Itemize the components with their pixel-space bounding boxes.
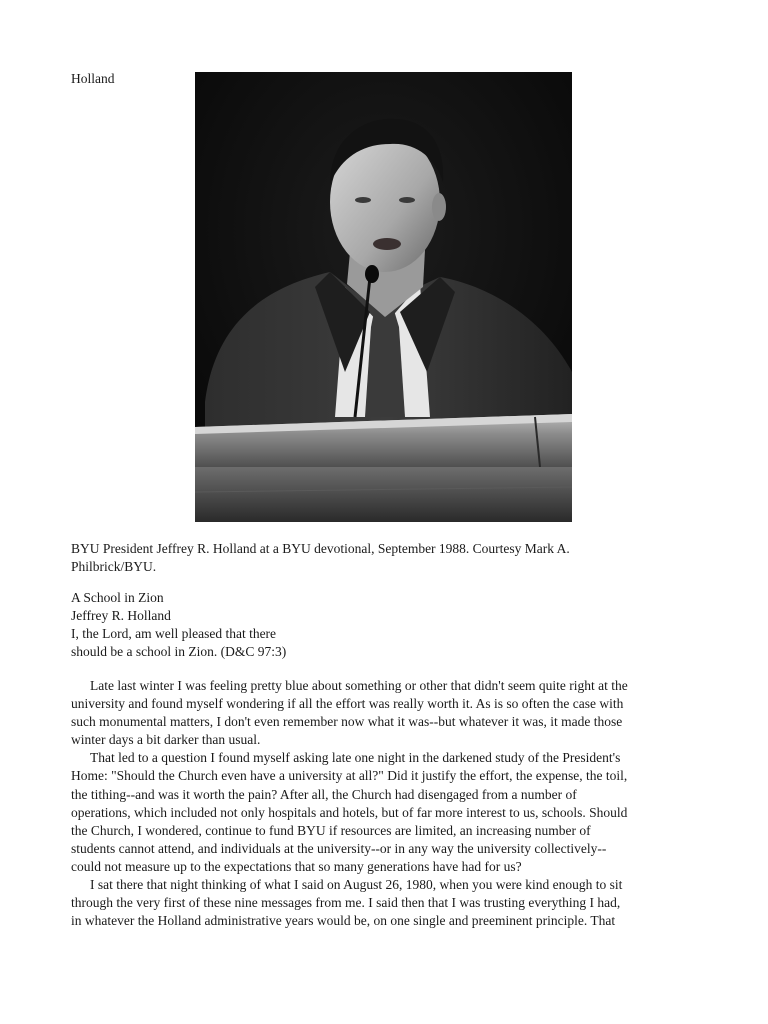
epigraph-line: I, the Lord, am well pleased that there [71, 626, 277, 641]
body-line: could not measure up to the expectations that so many generations have had for us? [71, 858, 522, 874]
body-line: such monumental matters, I don't even remember now what it was--but whatever it was, it made those [71, 714, 623, 730]
article-title: A School in Zion [71, 590, 164, 605]
caption-line: BYU President Jeffrey R. Holland at a BYU devotional, September 1988. Courtesy Mark A. [71, 541, 570, 556]
article-body [71, 677, 696, 930]
body-line: students cannot attend, and individuals at the university--or in any way the university collectively-- [71, 840, 607, 856]
body-line: in whatever the Holland administrative years would be, on one single and preeminent principle. That [71, 913, 616, 929]
body-line: Late last winter I was feeling pretty blue about something or other that didn't seem quite right at the [90, 678, 628, 693]
body-line: through the very first of these nine messages from me. I said then that I was trusting everything I had, [71, 895, 621, 911]
body-line: the Church, I wondered, continue to fund BYU if resources are limited, an increasing number of [71, 822, 591, 838]
article-heading [71, 589, 691, 661]
speaker-photo [195, 72, 572, 522]
body-line: operations, which included not only hospitals and hotels, but of far more interest to us, schools. Should [71, 804, 628, 820]
body-line: the tithing--and was it worth the pain? After all, the Church had disengaged from a number of [71, 786, 577, 802]
caption-line: Philbrick/BYU. [71, 559, 157, 574]
epigraph-line: should be a school in Zion. (D&C 97:3) [71, 644, 287, 659]
body-line: I sat there that night thinking of what I said on August 26, 1980, when you were kind enough to sit [90, 877, 623, 893]
article-author: Jeffrey R. Holland [71, 608, 171, 623]
running-title: Holland [71, 71, 115, 86]
body-line: That led to a question I found myself asking late one night in the darkened study of the President's [90, 750, 621, 766]
body-line: Home: "Should the Church even have a university at all?" Did it justify the effort, the expense, the toil, [71, 768, 628, 784]
body-line: winter days a bit darker than usual. [71, 732, 261, 748]
photo-caption [71, 540, 671, 576]
body-line: university and found myself wondering if all the effort was really worth it. As is so often the case with [71, 696, 624, 712]
